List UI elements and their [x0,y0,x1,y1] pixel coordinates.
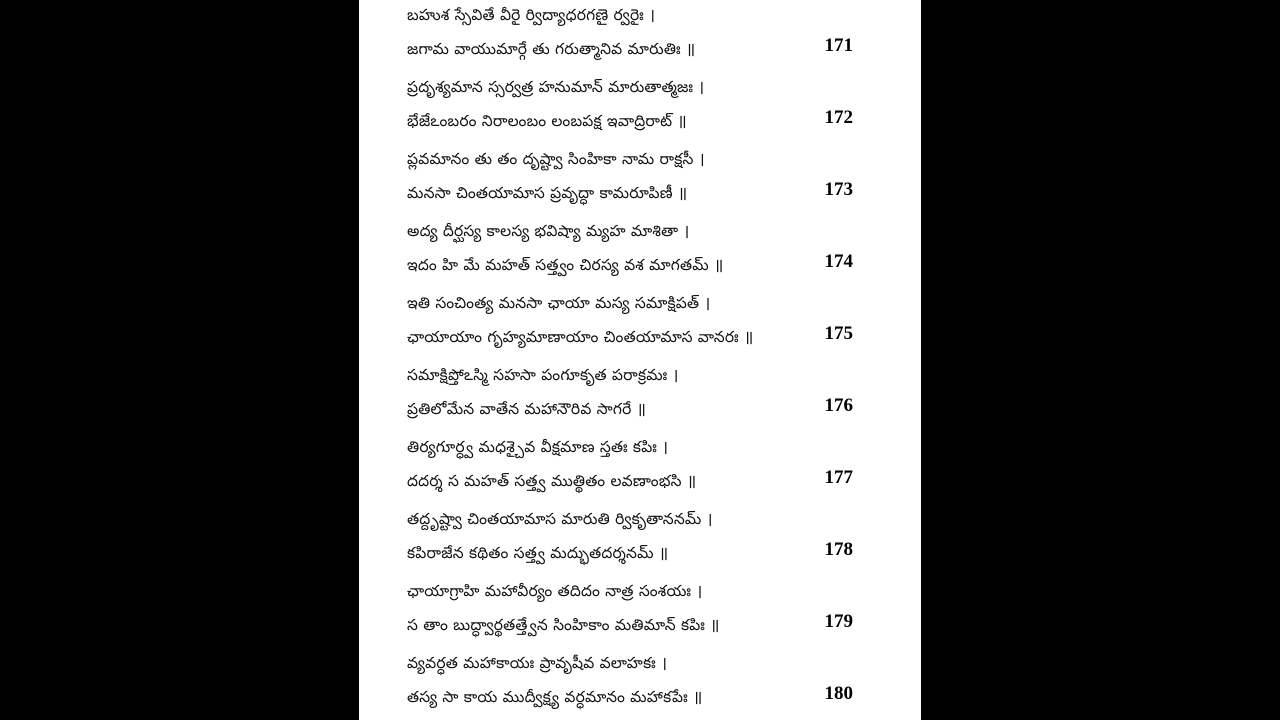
verse-number: 175 [824,323,853,344]
verse-180 [407,650,867,712]
document-page [359,0,921,720]
verse-number: 177 [824,467,853,488]
verse-number: 178 [824,539,853,560]
verse-line-1: బహుశ స్సేవితే వీరై ర్విద్యాధరగణై ర్వరైః । [407,6,656,24]
verse-line-1: సమాక్షిప్తోఽస్మి సహసా పంగూకృత పరాక్రమః । [407,366,679,384]
verse-175 [407,290,867,352]
verse-line-2: దదర్శ స మహత్ సత్త్వ ముత్థితం లవణాంభసి ॥ [407,472,697,490]
verse-line-2: మనసా చింతయామాస ప్రవృద్ధా కామరూపిణీ ॥ [407,184,688,202]
verse-173 [407,146,867,208]
verse-number: 173 [824,179,853,200]
verse-177 [407,434,867,496]
verse-172 [407,74,867,136]
verse-line-2: ఛాయాయాం గృహ్యమాణాయాం చింతయామాస వానరః ॥ [407,328,754,346]
verse-line-2: తస్య సా కాయ ముద్వీక్ష్య వర్ధమానం మహాకపేః ॥ [407,688,703,706]
verse-number: 176 [824,395,853,416]
verse-line-2: ప్రతిలోమేన వాతేన మహానౌరివ సాగరే ॥ [407,400,647,418]
verse-line-1: ఛాయాగ్రాహి మహావీర్యం తదిదం నాత్ర సంశయః । [407,582,703,600]
verse-line-1: ఇతి సంచింత్య మనసా ఛాయా మస్య సమాక్షిపత్ । [407,294,711,312]
verse-number: 180 [824,683,853,704]
verse-line-2: కపిరాజేన కథితం సత్త్వ మద్భుతదర్శనమ్ ॥ [407,544,669,562]
verse-line-2: ఇదం హి మే మహత్ సత్త్వం చిరస్య వశ మాగతమ్ ॥ [407,256,724,274]
verse-line-2: భేజేఽంబరం నిరాలంబం లంబపక్ష ఇవాద్రిరాట్ ॥ [407,112,687,130]
verse-174 [407,218,867,280]
verse-line-1: ప్రదృశ్యమాన స్సర్వత్ర హనుమాన్ మారుతాత్మజః । [407,78,705,96]
verse-number: 172 [824,107,853,128]
verse-178 [407,506,867,568]
verse-line-1: ప్లవమానం తు తం దృష్ట్వా సింహికా నామ రాక్షసీ । [407,150,705,168]
verse-number: 179 [824,611,853,632]
verse-line-1: అద్య దీర్ఘస్య కాలస్య భవిష్యా మ్యహ మాశితా । [407,222,690,240]
verse-176 [407,362,867,424]
verse-line-1: తిర్యగూర్ధ్వ మధశ్చైవ వీక్షమాణ స్తతః కపిః । [407,438,669,456]
verse-179 [407,578,867,640]
verse-line-2: స తాం బుద్ధ్వార్థతత్త్వేన సింహికాం మతిమాన్ కపిః ॥ [407,616,720,634]
verse-line-2: జగామ వాయుమార్గే తు గరుత్మానివ మారుతిః ॥ [407,40,696,58]
verse-number: 171 [824,35,853,56]
verse-line-1: వ్యవర్ధత మహాకాయః ప్రావృషీవ వలాహకః । [407,654,668,672]
verse-171 [407,2,867,64]
verse-number: 174 [824,251,853,272]
verse-line-1: తద్దృష్ట్వా చింతయామాస మారుతి ర్వికృతాననమ్ । [407,510,713,528]
